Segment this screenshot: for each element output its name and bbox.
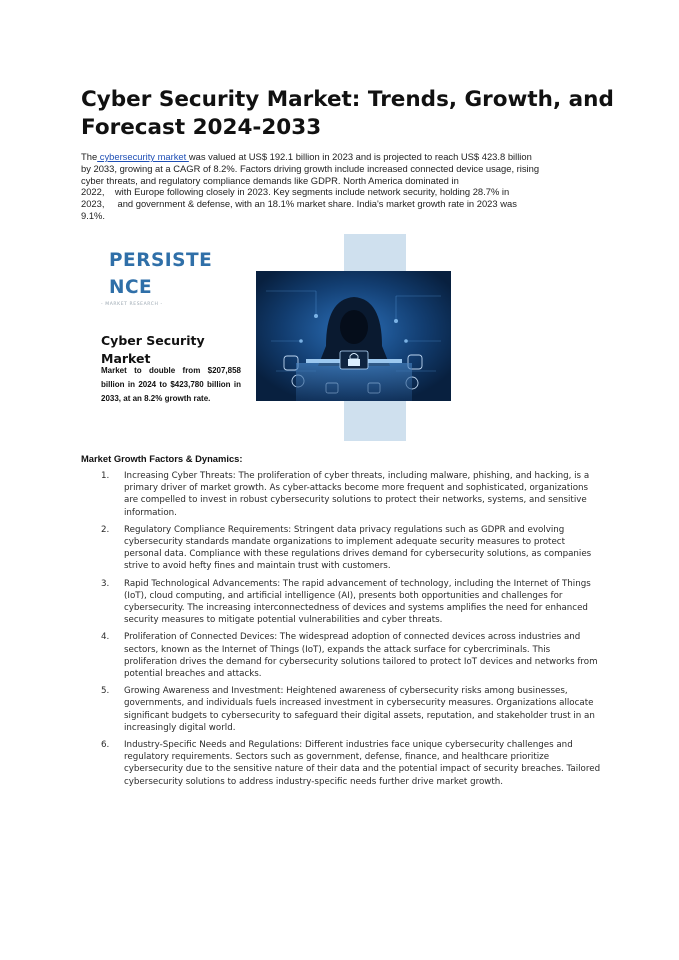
intro-line-5: 2023, and government & defense, with an 18.1% market share. India's market growth rate in 2023 was [81,198,517,210]
hacker-illustration [256,271,451,401]
intro-paragraph [81,151,597,222]
intro-line-1-rest: was valued at US$ 192.1 billion in 2023 and is projected to reach US$ 423.8 billion [188,151,532,162]
hacker-photo [256,271,451,401]
intro-prefix: The [81,151,98,162]
intro-line-2: by 2033, growing at a CAGR of 8.2%. Factors driving growth include increased connected device usage, rising [81,162,540,174]
list-item [101,685,601,734]
intro-line-1 [81,151,597,163]
list-item-text: Proliferation of Connected Devices: The widespread adoption of connected devices across industries and sectors, known as the Internet of Things (IoT), expands the attack surface for cybercriminals. This proliferation drives the demand for cybersecurity solutions tailored to protect IoT devices and networks from potential breaches and attacks. [124,632,598,680]
brand-tagline: - MARKET RESEARCH - [101,302,163,307]
list-item-text: Industry-Specific Needs and Regulations: Different industries face unique cybersecurity challenges and regulatory requirements. Sectors such as government, defense, finance, and healthcare prioritize cybersecurity due to the sensitive nature of their data and the potential impact of security breaches. Tailored cybersecurity solutions to address industry-specific needs further drive market growth. [124,740,601,787]
list-item [101,739,601,788]
cybersecurity-market-link[interactable]: cybersecurity market [97,151,189,162]
list-item-number: 4. [101,632,110,643]
banner-description: Market to double from $207,858 billion in 2024 to $423,780 billion in 2033, at an 8.2% growth rate. [101,366,241,403]
page-title: Cyber Security Market: Trends, Growth, and Forecast 2024-2033 [81,87,614,140]
section-heading: Market Growth Factors & Dynamics: [81,453,243,464]
brand-logo-line-2: NCE [109,277,153,298]
brand-logo-line-1: PERSISTE [109,250,213,271]
intro-line-4: 2022, with Europe following closely in 2023. Key segments include network security, holding 28.7% in [81,186,510,198]
list-item [101,631,601,680]
intro-line-6: 9.1%. [81,209,105,221]
list-item-text: Regulatory Compliance Requirements: Stringent data privacy regulations such as GDPR and evolving cybersecurity standards mandate organizations to implement adequate security measures to protect personal data. Compliance with these regulations drives demand for cybersecurity solutions, as companies strive to avoid hefty fines and maintain trust with customers. [124,524,592,572]
list-item-number: 2. [101,524,110,535]
list-item-number: 5. [101,686,110,697]
list-item-text: Rapid Technological Advancements: The rapid advancement of technology, including the Internet of Things (IoT), cloud computing, and artificial intelligence (AI), presents both opportunities and challenges for cybersecurity. The increasing interconnectedness of devices and systems amplifies the need for enhanced security measures to mitigate potential vulnerabilities and cyber threats. [124,578,591,626]
banner-title: Cyber Security Market [101,333,205,366]
brand-tagline-text: MARKET RESEARCH [105,302,159,307]
list-item [101,470,601,519]
list-item-text: Growing Awareness and Investment: Heightened awareness of cybersecurity risks among businesses, governments, and individuals fuels increased investment in cybersecurity measures. Organizations allocate significant budgets to cybersecurity to safeguard their digital assets, reputation, and stakeholder trust in an increasingly digital world. [124,686,595,733]
list-item-text: Increasing Cyber Threats: The proliferation of cyber threats, including malware, phishing, and hacking, is a primary driver of market growth. As cyber-attacks become more frequent and sophisticated, organizations are compelled to invest in robust cybersecurity solutions to protect their networks, systems, and sensitive information. [124,471,590,518]
list-item-number: 3. [101,578,110,589]
list-item [101,524,601,573]
list-item [101,578,601,627]
list-item-number: 1. [101,471,110,481]
growth-factors-list [101,470,601,793]
list-item-number: 6. [101,740,110,751]
brand-logo [109,247,219,301]
intro-line-3: cyber threats, and regulatory compliance demands like GDPR. North America dominated in [81,174,459,186]
